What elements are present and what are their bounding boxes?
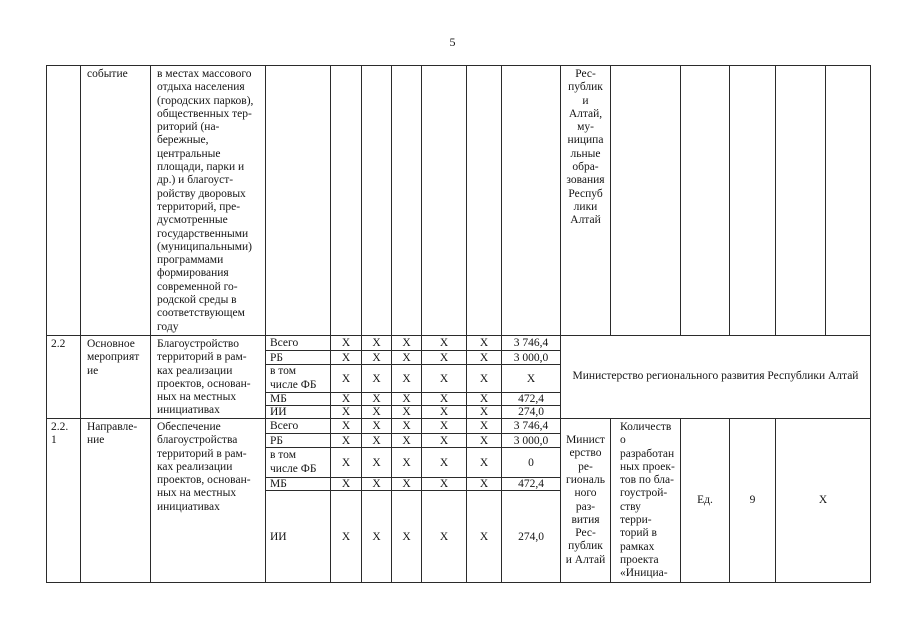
funding-source-cell: РБ	[266, 351, 331, 365]
empty-cell	[266, 66, 331, 336]
funding-source-cell: Всего	[266, 419, 331, 434]
executor-cell: Минист ерство ре- гиональ ного раз- вития Рес- публик и Алтай	[561, 419, 611, 583]
executor-cell: Министерство регионального развития Республики Алтай	[561, 336, 871, 419]
funding-row	[47, 419, 871, 434]
value-cell: 9	[730, 419, 776, 583]
x-mark-cell: Х	[467, 434, 502, 448]
empty-cell	[776, 66, 826, 336]
x-mark-cell: Х	[362, 351, 392, 365]
x-mark-cell: Х	[362, 406, 392, 419]
x-mark-cell: Х	[422, 365, 467, 393]
x-mark-cell: Х	[467, 478, 502, 491]
x-mark-cell: Х	[362, 434, 392, 448]
x-mark-cell: Х	[467, 448, 502, 478]
empty-cell	[681, 66, 730, 336]
x-mark-cell: Х	[392, 406, 422, 419]
x-mark-cell: Х	[422, 351, 467, 365]
x-mark-cell: Х	[362, 491, 392, 583]
x-mark-cell: Х	[392, 478, 422, 491]
x-mark-cell: Х	[392, 351, 422, 365]
x-mark-cell: Х	[467, 491, 502, 583]
empty-cell	[730, 66, 776, 336]
x-mark-cell: Х	[331, 419, 362, 434]
x-mark-cell: Х	[422, 434, 467, 448]
x-mark-cell: Х	[422, 478, 467, 491]
x-mark-cell: Х	[362, 478, 392, 491]
amount-cell: 472,4	[502, 393, 561, 406]
x-mark-cell: Х	[331, 351, 362, 365]
empty-cell	[422, 66, 467, 336]
amount-cell: 0	[502, 448, 561, 478]
x-mark-cell: Х	[422, 448, 467, 478]
x-mark-cell: Х	[362, 419, 392, 434]
x-mark-cell: Х	[392, 491, 422, 583]
funding-source-cell: ИИ	[266, 491, 331, 583]
funding-source-cell: Всего	[266, 336, 331, 351]
funding-source-cell: МБ	[266, 393, 331, 406]
x-mark-cell: Х	[331, 365, 362, 393]
x-mark-cell: Х	[422, 491, 467, 583]
x-mark-cell: Х	[331, 491, 362, 583]
empty-cell	[502, 66, 561, 336]
x-mark-cell: Х	[392, 419, 422, 434]
empty-cell	[392, 66, 422, 336]
x-mark-cell: Х	[362, 448, 392, 478]
funding-source-cell: РБ	[266, 434, 331, 448]
amount-cell: 3 000,0	[502, 351, 561, 365]
empty-cell	[467, 66, 502, 336]
event-type-cell: Направле- ние	[81, 419, 151, 583]
amount-cell: 274,0	[502, 406, 561, 419]
x-mark-cell: Х	[392, 336, 422, 351]
funding-row	[47, 336, 871, 351]
x-mark-cell: Х	[331, 393, 362, 406]
x-mark-cell: Х	[467, 406, 502, 419]
x-mark-cell: Х	[331, 478, 362, 491]
x-mark-cell: Х	[331, 406, 362, 419]
description-cell: Благоустройство территорий в рам- ках реализации проектов, основан- ных на местных инициативах	[151, 336, 266, 419]
empty-cell	[362, 66, 392, 336]
indicator-cell: Количеств о разработан ных проек- тов по бла- гоустрой- ству терри- торий в рамках проекта «Инициа-	[611, 419, 681, 583]
x-mark-cell: Х	[467, 393, 502, 406]
x-mark-cell: Х	[422, 419, 467, 434]
row-number-cell: 2.2. 1	[47, 419, 81, 583]
empty-cell	[826, 66, 871, 336]
funding-source-cell: в том числе ФБ	[266, 365, 331, 393]
amount-cell: Х	[502, 365, 561, 393]
amount-cell: 3 746,4	[502, 336, 561, 351]
x-mark-cell: Х	[776, 419, 871, 583]
x-mark-cell: Х	[467, 419, 502, 434]
x-mark-cell: Х	[331, 448, 362, 478]
x-mark-cell: Х	[467, 365, 502, 393]
event-type-cell: Основное мероприят ие	[81, 336, 151, 419]
x-mark-cell: Х	[392, 393, 422, 406]
x-mark-cell: Х	[362, 393, 392, 406]
x-mark-cell: Х	[362, 365, 392, 393]
funding-source-cell: в том числе ФБ	[266, 448, 331, 478]
program-table	[46, 65, 871, 583]
x-mark-cell: Х	[422, 393, 467, 406]
x-mark-cell: Х	[467, 351, 502, 365]
x-mark-cell: Х	[422, 406, 467, 419]
amount-cell: 3 746,4	[502, 419, 561, 434]
description-cell: в местах массового отдыха населения (городских парков), общественных тер- риторий (на- бережные, центральные площади, парки и др.) и благоуст- ройству дворовых территорий, пре- дусмотренные государственными (муниципальными) программами формирования современной го- родской среды в соответствующем году	[151, 66, 266, 336]
funding-source-cell: МБ	[266, 478, 331, 491]
page-number: 5	[449, 35, 456, 49]
executor-cell: Рес- публик и Алтай, му- ниципа льные обра- зования Респуб лики Алтай	[561, 66, 611, 336]
amount-cell: 3 000,0	[502, 434, 561, 448]
amount-cell: 472,4	[502, 478, 561, 491]
event-type-cell: событие	[81, 66, 151, 336]
x-mark-cell: Х	[331, 434, 362, 448]
empty-cell	[47, 66, 81, 336]
x-mark-cell: Х	[392, 365, 422, 393]
empty-cell	[611, 66, 681, 336]
x-mark-cell: Х	[331, 336, 362, 351]
amount-cell: 274,0	[502, 491, 561, 583]
x-mark-cell: Х	[467, 336, 502, 351]
empty-cell	[331, 66, 362, 336]
x-mark-cell: Х	[422, 336, 467, 351]
row-number-cell: 2.2	[47, 336, 81, 419]
x-mark-cell: Х	[392, 448, 422, 478]
description-cell: Обеспечение благоустройства территорий в рам- ках реализации проектов, основан- ных на местных инициативах	[151, 419, 266, 583]
x-mark-cell: Х	[362, 336, 392, 351]
x-mark-cell: Х	[392, 434, 422, 448]
unit-cell: Ед.	[681, 419, 730, 583]
continued-row	[47, 66, 871, 336]
funding-source-cell: ИИ	[266, 406, 331, 419]
